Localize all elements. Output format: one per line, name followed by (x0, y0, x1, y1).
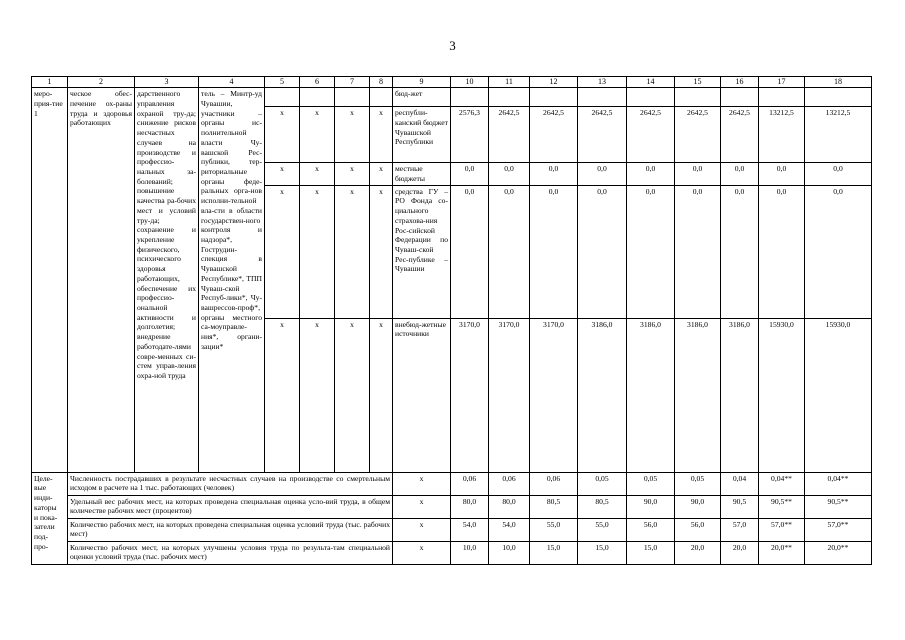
value-cell: 2642,5 (627, 107, 675, 163)
code-cell: x (335, 185, 370, 318)
header-row (32, 77, 872, 88)
code-cell: x (370, 318, 393, 472)
indicator-text: Количество рабочих мест, на которых проведена специальная оценка условий труда (тыс. рабочих мест) (68, 518, 393, 541)
code-cell: x (265, 163, 300, 185)
header-cell: 13 (578, 77, 627, 88)
source-name: местные бюджеты (393, 163, 451, 185)
code-cell: x (370, 185, 393, 318)
source-name: средства ГУ – РО Фонда со-циального страхова-ния Рос-сийской Федерации по Чуваш-ской Рес-публике – Чувашии (393, 185, 451, 318)
event-title: ческое обес-печение ох-раны труда и здоровья работающих (68, 88, 135, 472)
value-cell: 3186,0 (627, 318, 675, 472)
value-cell: 2642,5 (489, 107, 530, 163)
value-cell: 56,0 (627, 518, 675, 541)
indicators-label-line: затели (34, 522, 55, 532)
header-cell: 12 (530, 77, 578, 88)
header-cell: 5 (265, 77, 300, 88)
value-cell: 15,0 (627, 541, 675, 564)
value-cell: 15,0 (578, 541, 627, 564)
indicator-mark: x (393, 495, 451, 518)
value-cell: 0,0 (805, 185, 872, 318)
code-cell: x (335, 107, 370, 163)
code-cell: x (265, 185, 300, 318)
header-cell: 17 (759, 77, 805, 88)
indicator-mark: x (393, 518, 451, 541)
value-cell: 0,06 (451, 472, 489, 495)
value-cell: 3170,0 (489, 318, 530, 472)
indicators-label-line: инди- (34, 493, 53, 503)
indicator-mark: x (393, 472, 451, 495)
value-cell: 90,0 (675, 495, 721, 518)
event-label: меро-прия-тие 1 (32, 88, 68, 472)
value-cell: 10,0 (451, 541, 489, 564)
value-cell: 20,0 (721, 541, 759, 564)
code-cell: x (265, 318, 300, 472)
header-cell: 16 (721, 77, 759, 88)
header-cell: 14 (627, 77, 675, 88)
value-cell: 80,5 (530, 495, 578, 518)
indicator-row (32, 541, 872, 564)
value-cell: 13212,5 (805, 107, 872, 163)
value-cell (451, 88, 489, 107)
indicators-label-line: под- (34, 531, 49, 541)
page-number: 3 (449, 38, 456, 53)
value-cell: 0,0 (578, 185, 627, 318)
value-cell: 0,0 (805, 163, 872, 185)
value-cell: 90,5 (721, 495, 759, 518)
value-cell: 0,0 (451, 185, 489, 318)
code-cell (370, 88, 393, 107)
indicator-row (32, 495, 872, 518)
value-cell: 0,04** (805, 472, 872, 495)
value-cell: 90,0 (627, 495, 675, 518)
event-goals: дарственного управления охраной тру-да; снижение рисков несчастных случаев на производстве и профессио-нальных за-болеваний; повышение качества ра-бочих мест и условий тру-да; сохранение и укрепление физического, психического здоровья работающих, обеспечение их профессио-ональной активности и долголетия; внедрение работодате-лями совре-менных си-стем управ-ления охра-ной труда (135, 88, 199, 472)
value-cell: 20,0** (759, 541, 805, 564)
value-cell: 54,0 (451, 518, 489, 541)
value-cell: 55,0 (530, 518, 578, 541)
indicator-row (32, 518, 872, 541)
header-cell: 1 (32, 77, 68, 88)
indicator-mark: x (393, 541, 451, 564)
value-cell: 3186,0 (675, 318, 721, 472)
header-cell: 4 (199, 77, 265, 88)
header-cell: 8 (370, 77, 393, 88)
value-cell: 0,0 (530, 163, 578, 185)
value-cell (578, 88, 627, 107)
value-cell: 13212,5 (759, 107, 805, 163)
indicators-label-line: каторы (34, 502, 57, 512)
indicators-label-line: Целе- (34, 473, 53, 483)
value-cell: 2642,5 (721, 107, 759, 163)
value-cell: 0,0 (721, 185, 759, 318)
value-cell: 2642,5 (530, 107, 578, 163)
value-cell: 0,0 (675, 185, 721, 318)
value-cell: 80,0 (489, 495, 530, 518)
value-cell: 0,0 (627, 163, 675, 185)
value-cell: 57,0 (721, 518, 759, 541)
value-cell (759, 88, 805, 107)
value-cell: 0,05 (675, 472, 721, 495)
value-cell: 0,05 (627, 472, 675, 495)
value-cell: 0,0 (721, 163, 759, 185)
code-cell: x (370, 163, 393, 185)
value-cell: 57,0** (805, 518, 872, 541)
value-cell: 15930,0 (805, 318, 872, 472)
value-cell: 56,0 (675, 518, 721, 541)
header-cell: 9 (393, 77, 451, 88)
value-cell: 0,0 (675, 163, 721, 185)
header-cell: 3 (135, 77, 199, 88)
indicator-text: Удельный вес рабочих мест, на которых проведена специальная оценка усло-вий труда, в общем количестве рабочих мест (процентов) (68, 495, 393, 518)
code-cell: x (335, 318, 370, 472)
value-cell: 3170,0 (530, 318, 578, 472)
source-row (32, 88, 872, 107)
header-cell: 15 (675, 77, 721, 88)
value-cell: 2576,3 (451, 107, 489, 163)
value-cell: 3186,0 (578, 318, 627, 472)
header-cell: 11 (489, 77, 530, 88)
value-cell (805, 88, 872, 107)
value-cell: 80,5 (578, 495, 627, 518)
code-cell (300, 88, 335, 107)
value-cell: 2642,5 (675, 107, 721, 163)
value-cell (530, 88, 578, 107)
value-cell: 0,04** (759, 472, 805, 495)
code-cell: x (370, 107, 393, 163)
value-cell: 0,0 (530, 185, 578, 318)
value-cell: 15,0 (530, 541, 578, 564)
value-cell: 0,0 (451, 163, 489, 185)
value-cell: 20,0 (675, 541, 721, 564)
indicators-label (32, 472, 68, 564)
value-cell (489, 88, 530, 107)
program-table (31, 76, 872, 565)
code-cell: x (300, 107, 335, 163)
indicators-label-line: и пока- (34, 512, 58, 522)
value-cell: 3186,0 (721, 318, 759, 472)
header-cell: 7 (335, 77, 370, 88)
value-cell: 55,0 (578, 518, 627, 541)
header-cell: 10 (451, 77, 489, 88)
value-cell: 0,0 (489, 185, 530, 318)
value-cell (627, 88, 675, 107)
code-cell: x (300, 185, 335, 318)
source-name: внебюд-жетные источники (393, 318, 451, 472)
indicators-label-line: про- (34, 541, 49, 551)
value-cell: 0,06 (530, 472, 578, 495)
value-cell: 0,0 (489, 163, 530, 185)
value-cell: 0,0 (759, 185, 805, 318)
value-cell: 0,0 (759, 163, 805, 185)
value-cell: 2642,5 (578, 107, 627, 163)
header-cell: 2 (68, 77, 135, 88)
indicator-text: Количество рабочих мест, на которых улучшены условия труда по результа-там специальной оценки условий труда (тыс. рабочих мест) (68, 541, 393, 564)
indicators-label-line: вые (34, 483, 47, 493)
code-cell (335, 88, 370, 107)
indicator-row (32, 472, 872, 495)
value-cell (721, 88, 759, 107)
value-cell (675, 88, 721, 107)
value-cell: 90,5** (805, 495, 872, 518)
value-cell: 0,0 (578, 163, 627, 185)
header-cell: 6 (300, 77, 335, 88)
code-cell (265, 88, 300, 107)
code-cell: x (335, 163, 370, 185)
value-cell: 0,05 (578, 472, 627, 495)
value-cell: 54,0 (489, 518, 530, 541)
code-cell: x (265, 107, 300, 163)
value-cell: 0,06 (489, 472, 530, 495)
value-cell: 10,0 (489, 541, 530, 564)
code-cell: x (300, 163, 335, 185)
value-cell: 90,5** (759, 495, 805, 518)
value-cell: 3170,0 (451, 318, 489, 472)
source-name: республи-канский бюджет Чувашской Республики (393, 107, 451, 163)
value-cell: 0,0 (627, 185, 675, 318)
header-cell: 18 (805, 77, 872, 88)
event-executors: тель – Минтр-уд Чувашии, участники – органы ис-полнительной власти Чу-вашской Рес-публики, тер-риториальные органы феде-ральных орга-нов исполни-тельной вла-сти в области государствен-ного контроля и надзора*, Гострудин-спекция в Чувашской Республике*, ТПП Чуваш-ской Респуб-лики*, Чу-вашрессов-проф*, органы местного са-моуправле-ния*, органи-зации* (199, 88, 265, 472)
indicator-text: Численность пострадавших в результате несчастных случаев на производстве со смертельным исходом в расчете на 1 тыс. работающих (человек) (68, 472, 393, 495)
source-name: бюд-жет (393, 88, 451, 107)
value-cell: 20,0** (805, 541, 872, 564)
code-cell: x (300, 318, 335, 472)
value-cell: 0,04 (721, 472, 759, 495)
value-cell: 57,0** (759, 518, 805, 541)
value-cell: 15930,0 (759, 318, 805, 472)
value-cell: 80,0 (451, 495, 489, 518)
